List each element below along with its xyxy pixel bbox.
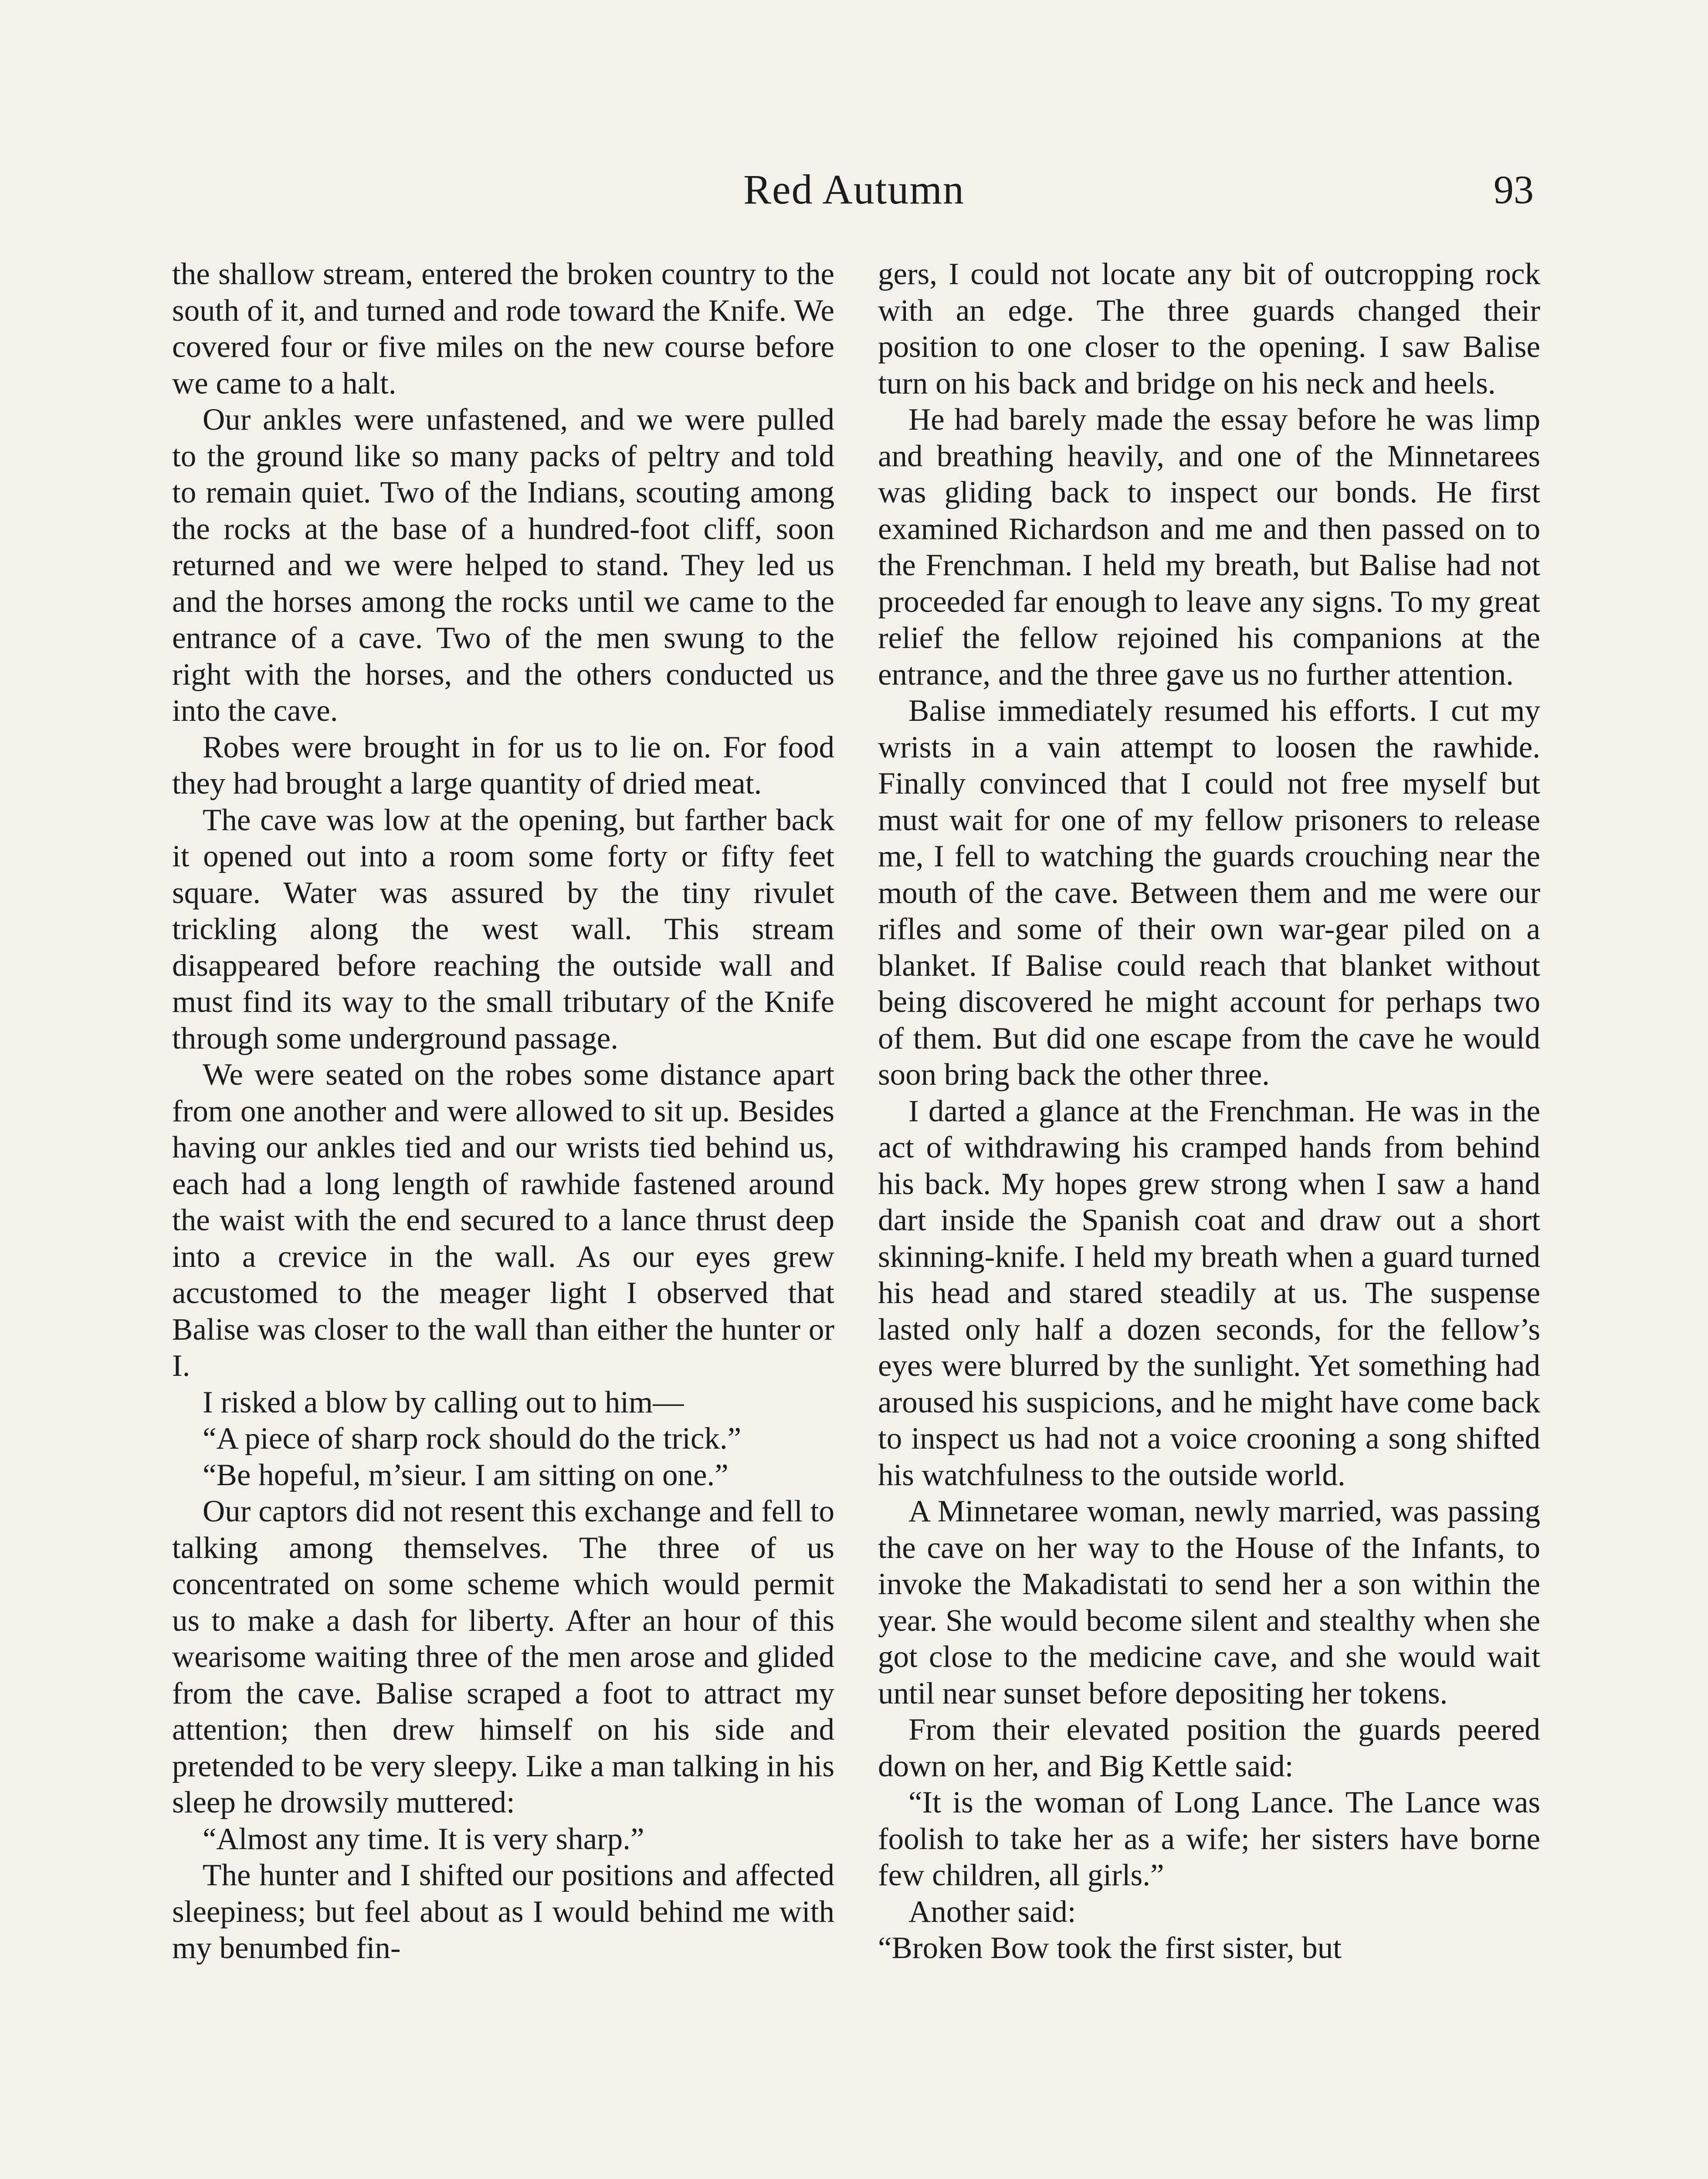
paragraph: Our ankles were unfastened, and we were pulled to the ground like so many packs of peltry and told to remain quiet. Two of the Indians, scouting among the rocks at the base of a hundred-foot cliff, soon returned and we were helped to stand. They led us and the horses among the rocks until we came to the entrance of a cave. Two of the men swung to the right with the horses, and the others conducted us into the cave.: [172, 403, 834, 728]
running-head: [0, 161, 1708, 218]
paragraph: the shallow stream, entered the broken country to the south of it, and turned and rode toward the Knife. We covered four or five miles on the new course before we came to a halt.: [172, 257, 834, 401]
paragraph: We were seated on the robes some distance apart from one another and were allowed to sit up. Besides having our ankles tied and our wrists tied behind us, each had a long length of rawhide fastened around the waist with the end secured to a lance thrust deep into a crevice in the wall. As our eyes grew accustomed to the meager light I observed that Balise was closer to the wall than either the hunter or I.: [172, 1058, 834, 1383]
paragraph: “A piece of sharp rock should do the trick.”: [203, 1422, 742, 1456]
paragraph: The hunter and I shifted our positions and affected sleepiness; but feel about as I would behind me with my benumbed fin-: [172, 1858, 834, 1965]
paragraph: I darted a glance at the Frenchman. He was in the act of withdrawing his cramped hands from behind his back. My hopes grew strong when I saw a hand dart inside the Spanish coat and draw out a short skinning-knife. I held my breath when a guard turned his head and stared steadily at us. The suspense lasted only half a dozen seconds, for the fellow’s eyes were blurred by the sunlight. Yet something had aroused his suspicions, and he might have come back to inspect us had not a voice crooning a song shifted his watchfulness to the outside world.: [878, 1094, 1540, 1492]
paragraph: “Broken Bow took the first sister, but: [878, 1931, 1342, 1965]
paragraph: From their elevated position the guards peered down on her, and Big Kettle said:: [878, 1713, 1540, 1783]
left-column: [172, 256, 834, 1967]
paragraph: Balise immediately resumed his efforts. I cut my wrists in a vain attempt to loosen the rawhide. Finally convinced that I could not free myself but must wait for one of my fellow prisoners to release me, I fell to watching the guards crouching near the mouth of the cave. Between them and me were our rifles and some of their own war-gear piled on a blanket. If Balise could reach that blanket without being discovered he might account for perhaps two of them. But did one escape from the cave he would soon bring back the other three.: [878, 694, 1540, 1092]
paragraph: I risked a blow by calling out to him—: [203, 1385, 684, 1419]
paragraph: “It is the woman of Long Lance. The Lance was foolish to take her as a wife; her sisters have borne few children, all girls.”: [878, 1785, 1540, 1892]
right-column: [878, 256, 1540, 1967]
paragraph: Another said:: [908, 1894, 1076, 1929]
paragraph: He had barely made the essay before he was limp and breathing heavily, and one of the Minnetarees was gliding back to inspect our bonds. He first examined Richardson and me and then passed on to the Frenchman. I held my breath, but Balise had not proceeded far enough to leave any signs. To my great relief the fellow rejoined his companions at the entrance, and the three gave us no further attention.: [878, 403, 1540, 692]
page-number: 93: [1494, 167, 1534, 212]
running-title: Red Autumn: [743, 166, 965, 213]
paragraph: Our captors did not resent this exchange and fell to talking among themselves. The three of us concentrated on some scheme which would permit us to make a dash for liberty. After an hour of this wearisome waiting three of the men arose and glided from the cave. Balise scraped a foot to attract my attention; then drew himself on his side and pretended to be very sleepy. Like a man talking in his sleep he drowsily muttered:: [172, 1494, 834, 1819]
paragraph: A Minnetaree woman, newly married, was passing the cave on her way to the House of the Infants, to invoke the Makadistati to send her a son within the year. She would become silent and stealthy when she got close to the medicine cave, and she would wait until near sunset before depositing her tokens.: [878, 1494, 1540, 1711]
paragraph: The cave was low at the opening, but farther back it opened out into a room some forty or fifty feet square. Water was assured by the tiny rivulet trickling along the west wall. This stream disappeared before reaching the outside wall and must find its way to the small tributary of the Knife through some underground passage.: [172, 803, 834, 1056]
paragraph: Robes were brought in for us to lie on. For food they had brought a large quantity of dried meat.: [172, 730, 834, 801]
paragraph: gers, I could not locate any bit of outcropping rock with an edge. The three guards changed their position to one closer to the opening. I saw Balise turn on his back and bridge on his neck and heels.: [878, 257, 1540, 401]
paragraph: “Be hopeful, m’sieur. I am sitting on one.”: [203, 1458, 729, 1492]
paragraph: “Almost any time. It is very sharp.”: [203, 1822, 644, 1856]
